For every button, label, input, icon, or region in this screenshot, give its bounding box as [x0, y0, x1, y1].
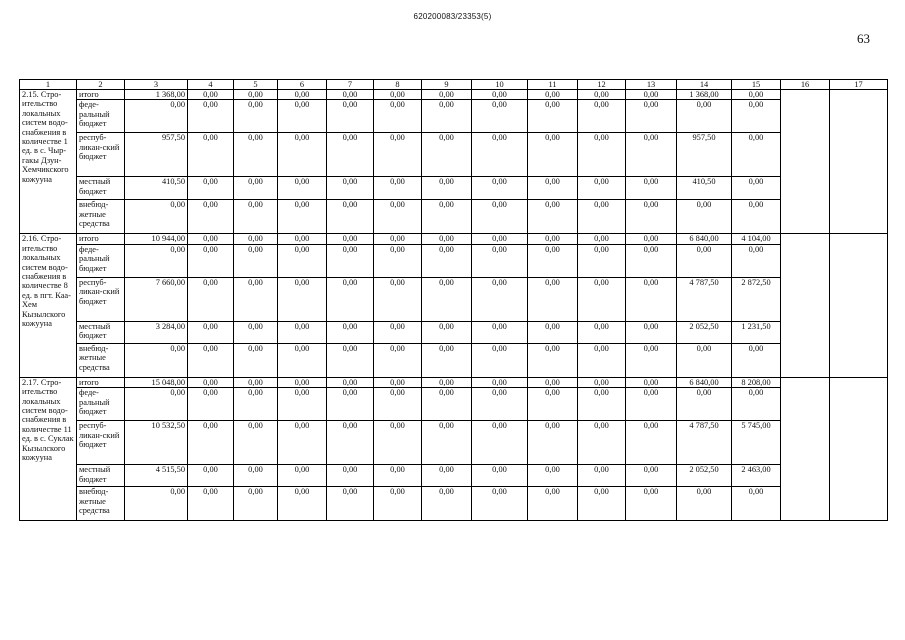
value-cell-col-6: 0,00 — [278, 90, 327, 100]
value-cell-col-9: 0,00 — [422, 177, 472, 200]
value-cell-col-15: 0,00 — [732, 388, 781, 421]
value-cell-col-9: 0,00 — [422, 321, 472, 343]
value-cell-col-8: 0,00 — [374, 343, 422, 377]
value-cell-col-8: 0,00 — [374, 133, 422, 177]
value-cell-col-3: 0,00 — [125, 487, 188, 521]
value-cell-col-15: 0,00 — [732, 487, 781, 521]
value-cell-col-8: 0,00 — [374, 421, 422, 465]
value-cell-col-8: 0,00 — [374, 244, 422, 277]
value-cell-col-10: 0,00 — [472, 487, 528, 521]
value-cell-col-5: 0,00 — [234, 234, 278, 244]
table-row — [20, 343, 888, 377]
value-cell-col-9: 0,00 — [422, 133, 472, 177]
value-cell-col-11: 0,00 — [528, 465, 578, 487]
funding-source: внебюд-жетные средства — [77, 487, 125, 521]
value-cell-col-9: 0,00 — [422, 343, 472, 377]
column-header-7: 7 — [327, 80, 374, 90]
value-cell-col-14: 0,00 — [677, 100, 732, 133]
column-header-8: 8 — [374, 80, 422, 90]
column-header-3: 3 — [125, 80, 188, 90]
section-label: 2.17. Стро-ительство локальных систем водо-снабжения в количестве 11 ед. в с. Суклак Кызылского кожууна — [20, 377, 77, 520]
value-cell-col-6: 0,00 — [278, 234, 327, 244]
table-row — [20, 377, 888, 387]
funding-source: феде-ральный бюджет — [77, 388, 125, 421]
value-cell-col-14: 4 787,50 — [677, 277, 732, 321]
value-cell-col-11: 0,00 — [528, 487, 578, 521]
column-header-9: 9 — [422, 80, 472, 90]
value-cell-col-7: 0,00 — [327, 421, 374, 465]
value-cell-col-11: 0,00 — [528, 388, 578, 421]
value-cell-col-3: 0,00 — [125, 244, 188, 277]
column-header-16: 16 — [781, 80, 830, 90]
value-cell-col-14: 2 052,50 — [677, 465, 732, 487]
table-row — [20, 388, 888, 421]
table-row — [20, 277, 888, 321]
value-cell-col-14: 0,00 — [677, 244, 732, 277]
value-cell-col-5: 0,00 — [234, 421, 278, 465]
value-cell-col-6: 0,00 — [278, 465, 327, 487]
value-cell-col-9: 0,00 — [422, 234, 472, 244]
value-cell-col-12: 0,00 — [578, 100, 626, 133]
value-cell-col-11: 0,00 — [528, 200, 578, 234]
empty-cell-col-16 — [781, 90, 830, 234]
value-cell-col-11: 0,00 — [528, 133, 578, 177]
value-cell-col-3: 410,50 — [125, 177, 188, 200]
value-cell-col-6: 0,00 — [278, 377, 327, 387]
value-cell-col-4: 0,00 — [188, 388, 234, 421]
column-header-2: 2 — [77, 80, 125, 90]
value-cell-col-8: 0,00 — [374, 277, 422, 321]
value-cell-col-4: 0,00 — [188, 321, 234, 343]
value-cell-col-9: 0,00 — [422, 90, 472, 100]
value-cell-col-7: 0,00 — [327, 277, 374, 321]
table-row — [20, 177, 888, 200]
value-cell-col-12: 0,00 — [578, 133, 626, 177]
value-cell-col-13: 0,00 — [626, 200, 677, 234]
value-cell-col-12: 0,00 — [578, 487, 626, 521]
value-cell-col-10: 0,00 — [472, 277, 528, 321]
value-cell-col-13: 0,00 — [626, 343, 677, 377]
value-cell-col-12: 0,00 — [578, 321, 626, 343]
value-cell-col-12: 0,00 — [578, 377, 626, 387]
value-cell-col-6: 0,00 — [278, 388, 327, 421]
value-cell-col-4: 0,00 — [188, 90, 234, 100]
value-cell-col-4: 0,00 — [188, 100, 234, 133]
value-cell-col-9: 0,00 — [422, 244, 472, 277]
table-row — [20, 465, 888, 487]
empty-cell-col-16 — [781, 377, 830, 520]
value-cell-col-14: 2 052,50 — [677, 321, 732, 343]
value-cell-col-15: 0,00 — [732, 133, 781, 177]
value-cell-col-12: 0,00 — [578, 244, 626, 277]
value-cell-col-6: 0,00 — [278, 244, 327, 277]
value-cell-col-8: 0,00 — [374, 377, 422, 387]
value-cell-col-9: 0,00 — [422, 465, 472, 487]
value-cell-col-10: 0,00 — [472, 200, 528, 234]
value-cell-col-3: 3 284,00 — [125, 321, 188, 343]
value-cell-col-8: 0,00 — [374, 487, 422, 521]
value-cell-col-4: 0,00 — [188, 133, 234, 177]
table-body — [20, 80, 888, 521]
value-cell-col-15: 0,00 — [732, 200, 781, 234]
value-cell-col-15: 8 208,00 — [732, 377, 781, 387]
funding-source: местный бюджет — [77, 321, 125, 343]
value-cell-col-7: 0,00 — [327, 244, 374, 277]
value-cell-col-14: 0,00 — [677, 200, 732, 234]
funding-source: феде-ральный бюджет — [77, 100, 125, 133]
value-cell-col-4: 0,00 — [188, 200, 234, 234]
value-cell-col-5: 0,00 — [234, 388, 278, 421]
value-cell-col-8: 0,00 — [374, 388, 422, 421]
budget-table — [19, 79, 888, 521]
value-cell-col-9: 0,00 — [422, 200, 472, 234]
column-header-12: 12 — [578, 80, 626, 90]
value-cell-col-12: 0,00 — [578, 388, 626, 421]
value-cell-col-10: 0,00 — [472, 90, 528, 100]
section-label: 2.16. Стро-ительство локальных систем водо-снабжения в количестве 8 ед. в пгт. Каа-Хем Кызылского кожууна — [20, 234, 77, 377]
value-cell-col-6: 0,00 — [278, 487, 327, 521]
value-cell-col-11: 0,00 — [528, 277, 578, 321]
value-cell-col-11: 0,00 — [528, 90, 578, 100]
value-cell-col-13: 0,00 — [626, 177, 677, 200]
value-cell-col-4: 0,00 — [188, 343, 234, 377]
funding-source: внебюд-жетные средства — [77, 343, 125, 377]
value-cell-col-6: 0,00 — [278, 343, 327, 377]
value-cell-col-10: 0,00 — [472, 465, 528, 487]
value-cell-col-15: 4 104,00 — [732, 234, 781, 244]
empty-cell-col-17 — [830, 90, 888, 234]
column-header-11: 11 — [528, 80, 578, 90]
value-cell-col-7: 0,00 — [327, 377, 374, 387]
column-header-10: 10 — [472, 80, 528, 90]
funding-source: респуб-ликан-ский бюджет — [77, 421, 125, 465]
table-row — [20, 487, 888, 521]
funding-source: итого — [77, 234, 125, 244]
column-header-5: 5 — [234, 80, 278, 90]
value-cell-col-10: 0,00 — [472, 321, 528, 343]
value-cell-col-3: 10 532,50 — [125, 421, 188, 465]
value-cell-col-6: 0,00 — [278, 321, 327, 343]
value-cell-col-3: 1 368,00 — [125, 90, 188, 100]
value-cell-col-13: 0,00 — [626, 100, 677, 133]
value-cell-col-15: 0,00 — [732, 177, 781, 200]
value-cell-col-5: 0,00 — [234, 200, 278, 234]
value-cell-col-9: 0,00 — [422, 421, 472, 465]
table-row — [20, 90, 888, 100]
value-cell-col-9: 0,00 — [422, 100, 472, 133]
value-cell-col-4: 0,00 — [188, 177, 234, 200]
value-cell-col-8: 0,00 — [374, 90, 422, 100]
value-cell-col-14: 0,00 — [677, 487, 732, 521]
value-cell-col-8: 0,00 — [374, 200, 422, 234]
value-cell-col-11: 0,00 — [528, 100, 578, 133]
value-cell-col-14: 6 840,00 — [677, 234, 732, 244]
value-cell-col-4: 0,00 — [188, 465, 234, 487]
value-cell-col-11: 0,00 — [528, 421, 578, 465]
value-cell-col-6: 0,00 — [278, 133, 327, 177]
value-cell-col-9: 0,00 — [422, 377, 472, 387]
value-cell-col-14: 0,00 — [677, 343, 732, 377]
value-cell-col-15: 5 745,00 — [732, 421, 781, 465]
value-cell-col-15: 0,00 — [732, 100, 781, 133]
value-cell-col-12: 0,00 — [578, 465, 626, 487]
value-cell-col-4: 0,00 — [188, 421, 234, 465]
value-cell-col-14: 957,50 — [677, 133, 732, 177]
document-code: 620200083/23353(5) — [413, 12, 492, 21]
value-cell-col-7: 0,00 — [327, 343, 374, 377]
value-cell-col-13: 0,00 — [626, 90, 677, 100]
table-row — [20, 234, 888, 244]
value-cell-col-15: 2 872,50 — [732, 277, 781, 321]
value-cell-col-5: 0,00 — [234, 343, 278, 377]
value-cell-col-12: 0,00 — [578, 200, 626, 234]
value-cell-col-14: 4 787,50 — [677, 421, 732, 465]
value-cell-col-9: 0,00 — [422, 487, 472, 521]
value-cell-col-10: 0,00 — [472, 100, 528, 133]
value-cell-col-9: 0,00 — [422, 388, 472, 421]
value-cell-col-8: 0,00 — [374, 100, 422, 133]
funding-source: респуб-ликан-ский бюджет — [77, 133, 125, 177]
value-cell-col-12: 0,00 — [578, 421, 626, 465]
value-cell-col-12: 0,00 — [578, 234, 626, 244]
value-cell-col-7: 0,00 — [327, 388, 374, 421]
funding-source: феде-ральный бюджет — [77, 244, 125, 277]
value-cell-col-5: 0,00 — [234, 277, 278, 321]
value-cell-col-4: 0,00 — [188, 244, 234, 277]
value-cell-col-7: 0,00 — [327, 100, 374, 133]
table-row — [20, 100, 888, 133]
column-header-13: 13 — [626, 80, 677, 90]
value-cell-col-7: 0,00 — [327, 321, 374, 343]
column-header-1: 1 — [20, 80, 77, 90]
value-cell-col-6: 0,00 — [278, 421, 327, 465]
value-cell-col-3: 0,00 — [125, 343, 188, 377]
column-header-17: 17 — [830, 80, 888, 90]
value-cell-col-4: 0,00 — [188, 487, 234, 521]
value-cell-col-3: 0,00 — [125, 388, 188, 421]
value-cell-col-10: 0,00 — [472, 244, 528, 277]
value-cell-col-7: 0,00 — [327, 177, 374, 200]
value-cell-col-8: 0,00 — [374, 465, 422, 487]
value-cell-col-10: 0,00 — [472, 343, 528, 377]
value-cell-col-4: 0,00 — [188, 377, 234, 387]
value-cell-col-3: 15 048,00 — [125, 377, 188, 387]
value-cell-col-11: 0,00 — [528, 377, 578, 387]
value-cell-col-13: 0,00 — [626, 388, 677, 421]
value-cell-col-3: 0,00 — [125, 200, 188, 234]
column-header-14: 14 — [677, 80, 732, 90]
value-cell-col-3: 7 660,00 — [125, 277, 188, 321]
section-label: 2.15. Стро-ительство локальных систем водо-снабжения в количестве 1 ед. в с. Чыр-гакы Дзун-Хемчикского кожууна — [20, 90, 77, 234]
value-cell-col-10: 0,00 — [472, 133, 528, 177]
value-cell-col-13: 0,00 — [626, 421, 677, 465]
empty-cell-col-17 — [830, 377, 888, 520]
value-cell-col-15: 0,00 — [732, 244, 781, 277]
value-cell-col-10: 0,00 — [472, 177, 528, 200]
funding-source: итого — [77, 90, 125, 100]
value-cell-col-10: 0,00 — [472, 234, 528, 244]
value-cell-col-10: 0,00 — [472, 388, 528, 421]
value-cell-col-13: 0,00 — [626, 234, 677, 244]
value-cell-col-10: 0,00 — [472, 377, 528, 387]
value-cell-col-3: 10 944,00 — [125, 234, 188, 244]
value-cell-col-5: 0,00 — [234, 465, 278, 487]
value-cell-col-6: 0,00 — [278, 177, 327, 200]
value-cell-col-11: 0,00 — [528, 244, 578, 277]
value-cell-col-15: 0,00 — [732, 343, 781, 377]
value-cell-col-6: 0,00 — [278, 200, 327, 234]
value-cell-col-7: 0,00 — [327, 487, 374, 521]
value-cell-col-5: 0,00 — [234, 244, 278, 277]
value-cell-col-14: 6 840,00 — [677, 377, 732, 387]
value-cell-col-13: 0,00 — [626, 133, 677, 177]
value-cell-col-5: 0,00 — [234, 321, 278, 343]
value-cell-col-14: 1 368,00 — [677, 90, 732, 100]
value-cell-col-8: 0,00 — [374, 321, 422, 343]
table-row — [20, 200, 888, 234]
funding-source: респуб-ликан-ский бюджет — [77, 277, 125, 321]
value-cell-col-9: 0,00 — [422, 277, 472, 321]
value-cell-col-4: 0,00 — [188, 277, 234, 321]
value-cell-col-13: 0,00 — [626, 377, 677, 387]
value-cell-col-14: 0,00 — [677, 388, 732, 421]
value-cell-col-5: 0,00 — [234, 487, 278, 521]
value-cell-col-5: 0,00 — [234, 177, 278, 200]
value-cell-col-11: 0,00 — [528, 343, 578, 377]
value-cell-col-7: 0,00 — [327, 200, 374, 234]
funding-source: итого — [77, 377, 125, 387]
value-cell-col-12: 0,00 — [578, 277, 626, 321]
value-cell-col-7: 0,00 — [327, 133, 374, 177]
empty-cell-col-17 — [830, 234, 888, 377]
value-cell-col-6: 0,00 — [278, 277, 327, 321]
table-row — [20, 244, 888, 277]
value-cell-col-13: 0,00 — [626, 277, 677, 321]
funding-source: местный бюджет — [77, 177, 125, 200]
value-cell-col-13: 0,00 — [626, 487, 677, 521]
value-cell-col-11: 0,00 — [528, 177, 578, 200]
value-cell-col-7: 0,00 — [327, 90, 374, 100]
column-header-4: 4 — [188, 80, 234, 90]
empty-cell-col-16 — [781, 234, 830, 377]
value-cell-col-5: 0,00 — [234, 377, 278, 387]
value-cell-col-12: 0,00 — [578, 343, 626, 377]
value-cell-col-3: 4 515,50 — [125, 465, 188, 487]
value-cell-col-13: 0,00 — [626, 465, 677, 487]
value-cell-col-3: 957,50 — [125, 133, 188, 177]
value-cell-col-14: 410,50 — [677, 177, 732, 200]
value-cell-col-8: 0,00 — [374, 234, 422, 244]
value-cell-col-8: 0,00 — [374, 177, 422, 200]
value-cell-col-13: 0,00 — [626, 244, 677, 277]
table-row — [20, 321, 888, 343]
value-cell-col-12: 0,00 — [578, 90, 626, 100]
value-cell-col-4: 0,00 — [188, 234, 234, 244]
value-cell-col-10: 0,00 — [472, 421, 528, 465]
page-number: 63 — [857, 31, 870, 46]
value-cell-col-11: 0,00 — [528, 321, 578, 343]
table-row — [20, 421, 888, 465]
table-row — [20, 133, 888, 177]
value-cell-col-15: 1 231,50 — [732, 321, 781, 343]
value-cell-col-7: 0,00 — [327, 234, 374, 244]
value-cell-col-7: 0,00 — [327, 465, 374, 487]
funding-source: внебюд-жетные средства — [77, 200, 125, 234]
value-cell-col-13: 0,00 — [626, 321, 677, 343]
value-cell-col-12: 0,00 — [578, 177, 626, 200]
column-header-6: 6 — [278, 80, 327, 90]
value-cell-col-11: 0,00 — [528, 234, 578, 244]
value-cell-col-15: 0,00 — [732, 90, 781, 100]
value-cell-col-6: 0,00 — [278, 100, 327, 133]
value-cell-col-5: 0,00 — [234, 100, 278, 133]
column-header-15: 15 — [732, 80, 781, 90]
value-cell-col-3: 0,00 — [125, 100, 188, 133]
value-cell-col-15: 2 463,00 — [732, 465, 781, 487]
value-cell-col-5: 0,00 — [234, 90, 278, 100]
funding-source: местный бюджет — [77, 465, 125, 487]
value-cell-col-5: 0,00 — [234, 133, 278, 177]
column-header-row — [20, 80, 888, 90]
